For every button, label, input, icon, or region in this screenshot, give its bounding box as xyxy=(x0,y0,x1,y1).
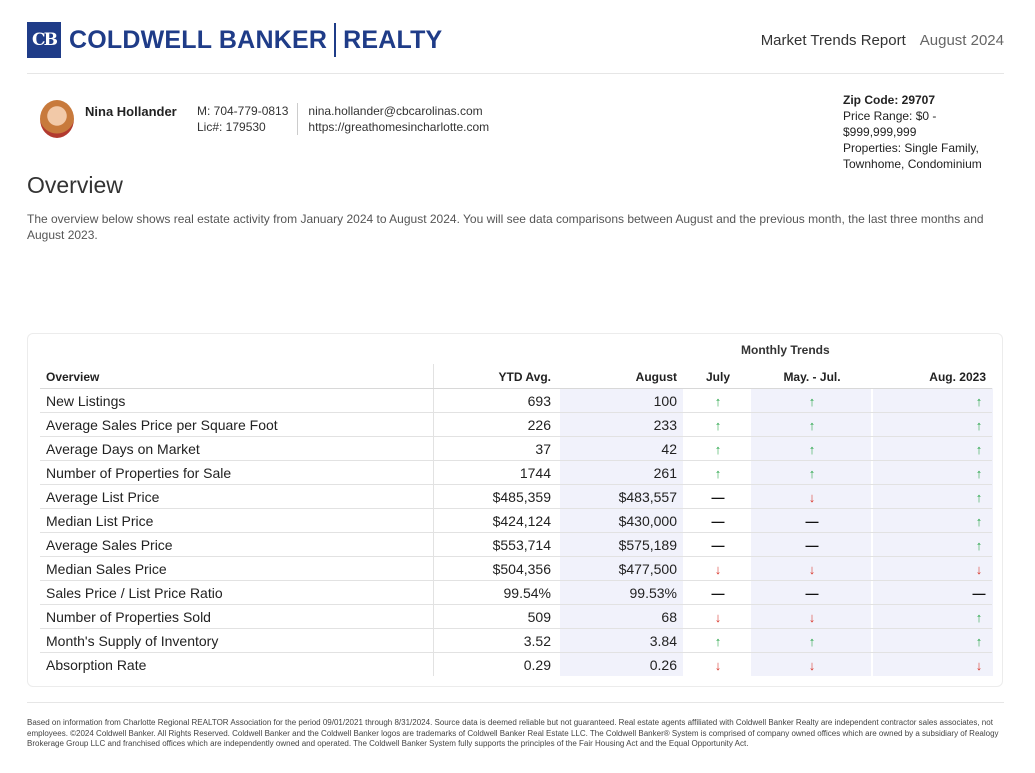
column-header-ytd: YTD Avg. xyxy=(498,370,551,384)
arrow-down-icon: ↓ xyxy=(808,610,816,625)
august-value: $483,557 xyxy=(618,489,677,505)
aug2023-trend-cell xyxy=(873,461,986,485)
agent-license: Lic#: 179530 xyxy=(197,120,266,134)
brand-name: COLDWELL BANKER xyxy=(69,25,328,54)
july-trend-cell xyxy=(685,557,751,581)
ytd-value: 99.54% xyxy=(503,585,551,601)
july-trend-cell xyxy=(685,485,751,509)
august-value: 68 xyxy=(661,609,677,625)
table-row xyxy=(40,436,992,460)
column-header-august: August xyxy=(635,370,677,384)
arrow-down-icon: ↓ xyxy=(714,562,722,577)
august-value: 0.26 xyxy=(649,657,677,673)
ytd-value: 37 xyxy=(535,441,551,457)
july-trend-cell xyxy=(685,533,751,557)
agent-name: Nina Hollander xyxy=(85,104,177,119)
august-value: 233 xyxy=(653,417,677,433)
ytd-value: 3.52 xyxy=(523,633,551,649)
arrow-up-icon: ↑ xyxy=(975,610,983,625)
dash-icon: — xyxy=(711,538,725,553)
arrow-up-icon: ↑ xyxy=(714,394,722,409)
row-label: New Listings xyxy=(46,393,126,409)
row-label: Number of Properties for Sale xyxy=(46,465,232,481)
report-header xyxy=(27,20,1004,74)
table-body xyxy=(40,388,992,676)
table-row xyxy=(40,412,992,436)
arrow-down-icon: ↓ xyxy=(808,562,816,577)
aug2023-trend-cell xyxy=(873,389,986,413)
arrow-up-icon: ↑ xyxy=(975,418,983,433)
arrow-up-icon: ↑ xyxy=(714,442,722,457)
report-title xyxy=(761,32,1004,49)
table-row xyxy=(40,604,992,628)
arrow-up-icon: ↑ xyxy=(808,634,816,649)
table-row xyxy=(40,556,992,580)
arrow-up-icon: ↑ xyxy=(714,418,722,433)
filter-zip-code: Zip Code: 29707 xyxy=(843,93,936,107)
table-row xyxy=(40,508,992,532)
ytd-value: $553,714 xyxy=(492,537,551,553)
agent-phone[interactable]: M: 704-779-0813 xyxy=(197,104,289,118)
agent-phone-block xyxy=(197,103,298,135)
may-jul-trend-cell xyxy=(751,437,873,461)
filter-properties-2: Townhome, Condominium xyxy=(843,157,982,171)
table-row xyxy=(40,628,992,652)
arrow-up-icon: ↑ xyxy=(975,538,983,553)
table-row xyxy=(40,484,992,508)
dash-icon: — xyxy=(805,538,819,553)
aug2023-trend-cell xyxy=(873,557,986,581)
monthly-trends-header: Monthly Trends xyxy=(741,343,830,357)
dash-icon: — xyxy=(805,514,819,529)
arrow-down-icon: ↓ xyxy=(808,658,816,673)
brand-suffix: REALTY xyxy=(343,25,443,54)
legal-disclaimer: Based on information from Charlotte Regional REALTOR Association for the period 09/01/2021 through 8/31/2024. Source data is deemed reliable but not guaranteed. Real estate agents affiliated with Coldwell Banker Realty are independent contractor sales associates, not employees. ©2024 Coldwell Banker. All Rights Reserved. Coldwell Banker and the Coldwell Banker logos are trademarks of Coldwell Banker Real Estate LLC. The Coldwell Banker® System is comprised of company owned offices which are owned by a subsidiary of Realogy Brokerage Group LLC and franchised offices which are independently owned and operated. The Coldwell Banker System fully supports the principles of the Fair Housing Act and the Equal Opportunity Act. xyxy=(27,718,999,748)
ytd-value: $504,356 xyxy=(492,561,551,577)
filter-properties-1: Properties: Single Family, xyxy=(843,141,979,155)
ytd-value: $424,124 xyxy=(492,513,551,529)
arrow-up-icon: ↑ xyxy=(808,394,816,409)
dash-icon: — xyxy=(711,514,725,529)
table-row xyxy=(40,580,992,604)
may-jul-trend-cell xyxy=(751,557,873,581)
aug2023-trend-cell xyxy=(873,653,986,677)
may-jul-trend-cell xyxy=(751,509,873,533)
arrow-down-icon: ↓ xyxy=(808,490,816,505)
arrow-down-icon: ↓ xyxy=(714,658,722,673)
column-header-july: July xyxy=(705,370,730,384)
aug2023-trend-cell xyxy=(873,437,986,461)
report-month: August 2024 xyxy=(919,32,1004,49)
august-value: 3.84 xyxy=(649,633,677,649)
august-value: $575,189 xyxy=(618,537,677,553)
ytd-value: 226 xyxy=(527,417,551,433)
may-jul-trend-cell xyxy=(751,413,873,437)
july-trend-cell xyxy=(685,389,751,413)
august-value: 99.53% xyxy=(629,585,677,601)
row-label: Month's Supply of Inventory xyxy=(46,633,219,649)
arrow-up-icon: ↑ xyxy=(975,634,983,649)
may-jul-trend-cell xyxy=(751,533,873,557)
arrow-up-icon: ↑ xyxy=(975,442,983,457)
arrow-down-icon: ↓ xyxy=(975,562,983,577)
august-value: $477,500 xyxy=(618,561,677,577)
agent-avatar xyxy=(40,100,74,138)
overview-description: The overview below shows real estate activity from January 2024 to August 2024. You will see data comparisons between August and the previous month, the last three months and August 2023. xyxy=(27,212,984,242)
table-row xyxy=(40,388,992,412)
dash-icon: — xyxy=(711,490,725,505)
august-value: 42 xyxy=(661,441,677,457)
table-row xyxy=(40,460,992,484)
may-jul-trend-cell xyxy=(751,653,873,677)
july-trend-cell xyxy=(685,413,751,437)
column-header-overview: Overview xyxy=(46,370,100,384)
may-jul-trend-cell xyxy=(751,485,873,509)
aug2023-trend-cell xyxy=(873,533,986,557)
arrow-down-icon: ↓ xyxy=(975,658,983,673)
market-trends-table xyxy=(27,333,1003,687)
footer-divider xyxy=(27,702,1004,703)
arrow-up-icon: ↑ xyxy=(975,394,983,409)
dash-icon: — xyxy=(711,586,725,601)
overview-heading: Overview xyxy=(27,172,123,198)
arrow-up-icon: ↑ xyxy=(975,466,983,481)
aug2023-trend-cell xyxy=(873,485,986,509)
row-label: Sales Price / List Price Ratio xyxy=(46,585,223,601)
table-row xyxy=(40,532,992,556)
aug2023-trend-cell xyxy=(873,581,986,605)
agent-info xyxy=(40,100,489,138)
aug2023-trend-cell xyxy=(873,605,986,629)
filter-price-range-2: $999,999,999 xyxy=(843,125,917,139)
arrow-up-icon: ↑ xyxy=(808,466,816,481)
aug2023-trend-cell xyxy=(873,509,986,533)
july-trend-cell xyxy=(685,461,751,485)
may-jul-trend-cell xyxy=(751,629,873,653)
august-value: 100 xyxy=(653,393,677,409)
aug2023-trend-cell xyxy=(873,629,986,653)
dash-icon: — xyxy=(805,586,819,601)
table-row xyxy=(40,652,992,676)
aug2023-trend-cell xyxy=(873,413,986,437)
agent-website-link[interactable]: https://greathomesincharlotte.com xyxy=(308,120,490,134)
july-trend-cell xyxy=(685,629,751,653)
may-jul-trend-cell xyxy=(751,461,873,485)
arrow-down-icon: ↓ xyxy=(714,610,722,625)
arrow-up-icon: ↑ xyxy=(714,466,722,481)
row-label: Average Sales Price xyxy=(46,537,173,553)
coldwell-banker-logo[interactable] xyxy=(27,22,442,58)
brand-wordmark xyxy=(69,23,442,57)
july-trend-cell xyxy=(685,437,751,461)
ytd-value: 509 xyxy=(527,609,551,625)
arrow-up-icon: ↑ xyxy=(975,514,983,529)
august-value: $430,000 xyxy=(618,513,677,529)
agent-contact-block xyxy=(298,103,489,135)
row-label: Average Sales Price per Square Foot xyxy=(46,417,278,433)
may-jul-trend-cell xyxy=(751,581,873,605)
arrow-up-icon: ↑ xyxy=(808,442,816,457)
arrow-up-icon: ↑ xyxy=(808,418,816,433)
dash-icon: — xyxy=(972,586,986,601)
ytd-value: 1744 xyxy=(519,465,551,481)
ytd-value: $485,359 xyxy=(492,489,551,505)
arrow-up-icon: ↑ xyxy=(975,490,983,505)
row-label: Absorption Rate xyxy=(46,657,147,673)
report-title-text: Market Trends Report xyxy=(760,32,906,49)
row-label: Number of Properties Sold xyxy=(46,609,211,625)
may-jul-trend-cell xyxy=(751,389,873,413)
column-header-may-jul: May. - Jul. xyxy=(783,370,841,384)
cb-monogram-icon: CB xyxy=(27,22,61,58)
july-trend-cell xyxy=(685,581,751,605)
july-trend-cell xyxy=(685,605,751,629)
ytd-value: 0.29 xyxy=(523,657,551,673)
row-label: Median Sales Price xyxy=(46,561,167,577)
arrow-up-icon: ↑ xyxy=(714,634,722,649)
august-value: 261 xyxy=(653,465,677,481)
may-jul-trend-cell xyxy=(751,605,873,629)
july-trend-cell xyxy=(685,653,751,677)
agent-email-link[interactable]: nina.hollander@cbcarolinas.com xyxy=(308,104,483,118)
column-header-aug-2023: Aug. 2023 xyxy=(929,370,986,384)
filter-price-range-1: Price Range: $0 - xyxy=(843,109,937,123)
report-filters xyxy=(843,92,1008,172)
row-label: Average Days on Market xyxy=(46,441,200,457)
ytd-value: 693 xyxy=(527,393,551,409)
row-label: Median List Price xyxy=(46,513,154,529)
july-trend-cell xyxy=(685,509,751,533)
brand-divider xyxy=(334,23,336,57)
row-label: Average List Price xyxy=(46,489,160,505)
